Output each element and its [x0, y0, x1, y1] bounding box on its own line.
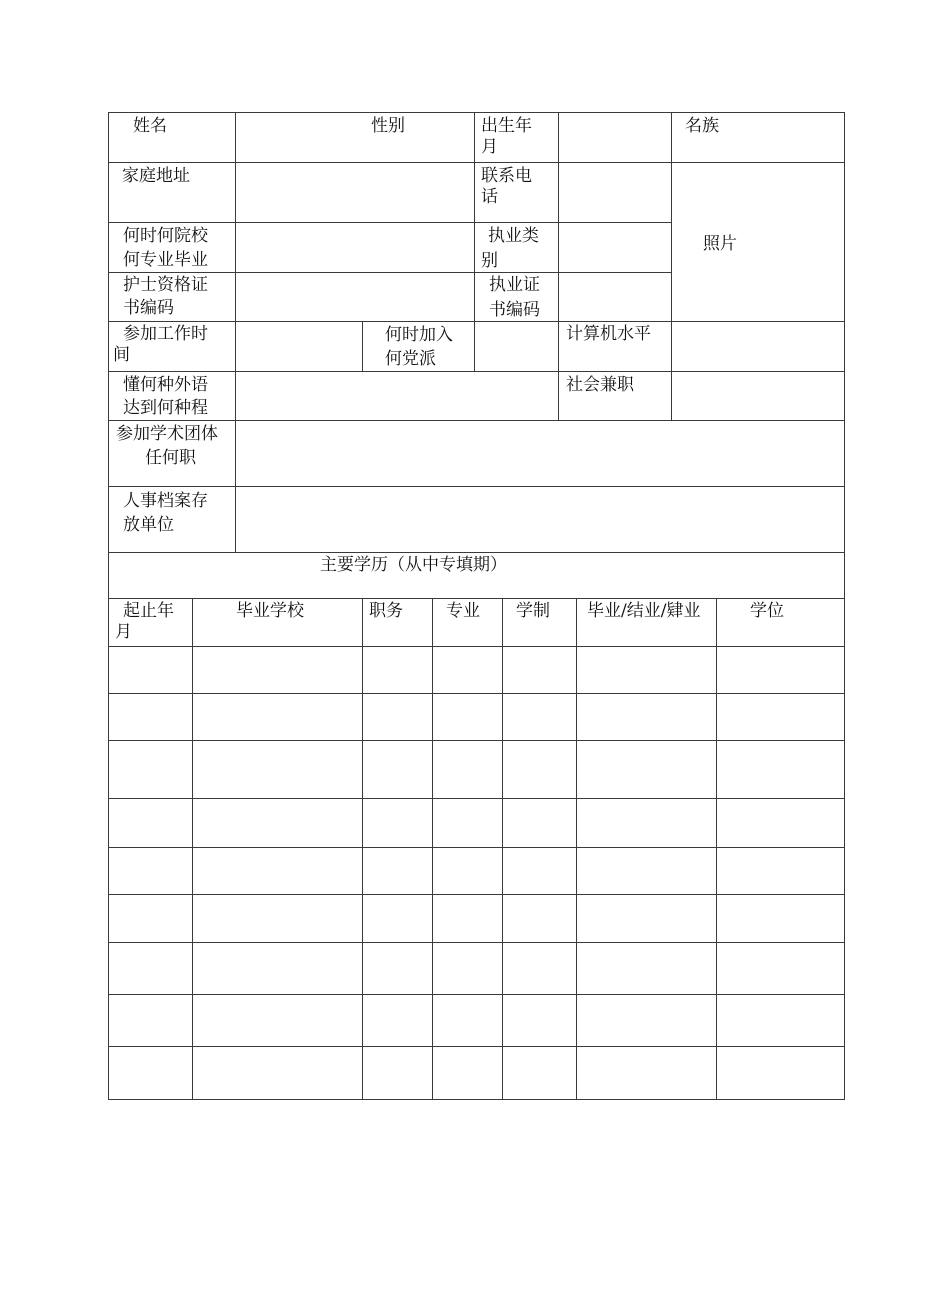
- rule: [108, 222, 672, 223]
- rule: [235, 112, 236, 553]
- rule: [108, 272, 672, 273]
- archive-label-line2: 放单位: [123, 515, 174, 535]
- rule: [108, 693, 845, 694]
- rule: [502, 598, 503, 1100]
- rule: [108, 371, 845, 372]
- language-label-line1: 懂何种外语: [123, 375, 208, 395]
- party-label-line2: 何党派: [385, 349, 436, 369]
- rule: [108, 646, 845, 647]
- academic-label-line1: 参加学术团体: [116, 424, 218, 444]
- period-header-line1: 起止年: [123, 601, 174, 621]
- rule: [108, 598, 845, 599]
- birth-label-line1: 出生年: [481, 116, 532, 136]
- nurse-cert-label-line2: 书编码: [123, 298, 174, 318]
- address-label: 家庭地址: [122, 166, 190, 186]
- birth-label-line2: 月: [481, 137, 498, 157]
- rule: [108, 1099, 845, 1100]
- practice-type-label-line2: 别: [481, 251, 498, 271]
- rule: [108, 1046, 845, 1047]
- rule: [108, 552, 845, 553]
- photo-label: 照片: [703, 234, 737, 254]
- work-start-label-line2: 间: [113, 345, 130, 365]
- practice-cert-label-line1: 执业证: [489, 275, 540, 295]
- rule: [108, 847, 845, 848]
- rule: [716, 598, 717, 1100]
- rule: [108, 112, 109, 1100]
- rule: [558, 112, 559, 421]
- rule: [192, 598, 193, 1100]
- rule: [362, 598, 363, 1100]
- rule: [432, 598, 433, 1100]
- status-header: 毕业/结业/肄业: [587, 601, 701, 621]
- work-start-label-line1: 参加工作时: [123, 324, 208, 344]
- social-position-label: 社会兼职: [566, 375, 634, 395]
- archive-label-line1: 人事档案存: [123, 491, 208, 511]
- rule: [576, 598, 577, 1100]
- school-label-line1: 何时何院校: [123, 226, 208, 246]
- nurse-cert-label-line1: 护士资格证: [123, 275, 208, 295]
- school-label-line2: 何专业毕业: [123, 250, 208, 270]
- rule: [108, 994, 845, 995]
- phone-label-line2: 话: [481, 187, 498, 207]
- rule: [474, 112, 475, 322]
- rule: [108, 894, 845, 895]
- rule: [108, 740, 845, 741]
- computer-level-label: 计算机水平: [566, 324, 651, 344]
- practice-cert-label-line2: 书编码: [489, 300, 540, 320]
- rule: [108, 321, 845, 322]
- rule: [108, 162, 845, 163]
- duration-header: 学制: [516, 601, 550, 621]
- rule: [108, 942, 845, 943]
- education-section-title: 主要学历（从中专填期）: [320, 555, 507, 575]
- ethnicity-label: 名族: [685, 116, 719, 136]
- period-header-line2: 月: [115, 622, 132, 642]
- rule: [108, 112, 845, 113]
- rule: [671, 112, 672, 421]
- name-label: 姓名: [133, 116, 167, 136]
- degree-header: 学位: [750, 601, 784, 621]
- school-header: 毕业学校: [236, 601, 304, 621]
- academic-label-line2: 任何职: [145, 448, 196, 468]
- rule: [474, 321, 475, 372]
- major-header: 专业: [446, 601, 480, 621]
- party-label-line1: 何时加入: [385, 325, 453, 345]
- rule: [108, 420, 845, 421]
- position-header: 职务: [369, 601, 403, 621]
- language-label-line2: 达到何种程: [123, 398, 208, 418]
- rule: [108, 486, 845, 487]
- rule: [108, 798, 845, 799]
- rule: [362, 321, 363, 372]
- phone-label-line1: 联系电: [481, 166, 532, 186]
- rule: [844, 112, 845, 1100]
- practice-type-label-line1: 执业类: [488, 226, 539, 246]
- gender-label: 性别: [371, 116, 405, 136]
